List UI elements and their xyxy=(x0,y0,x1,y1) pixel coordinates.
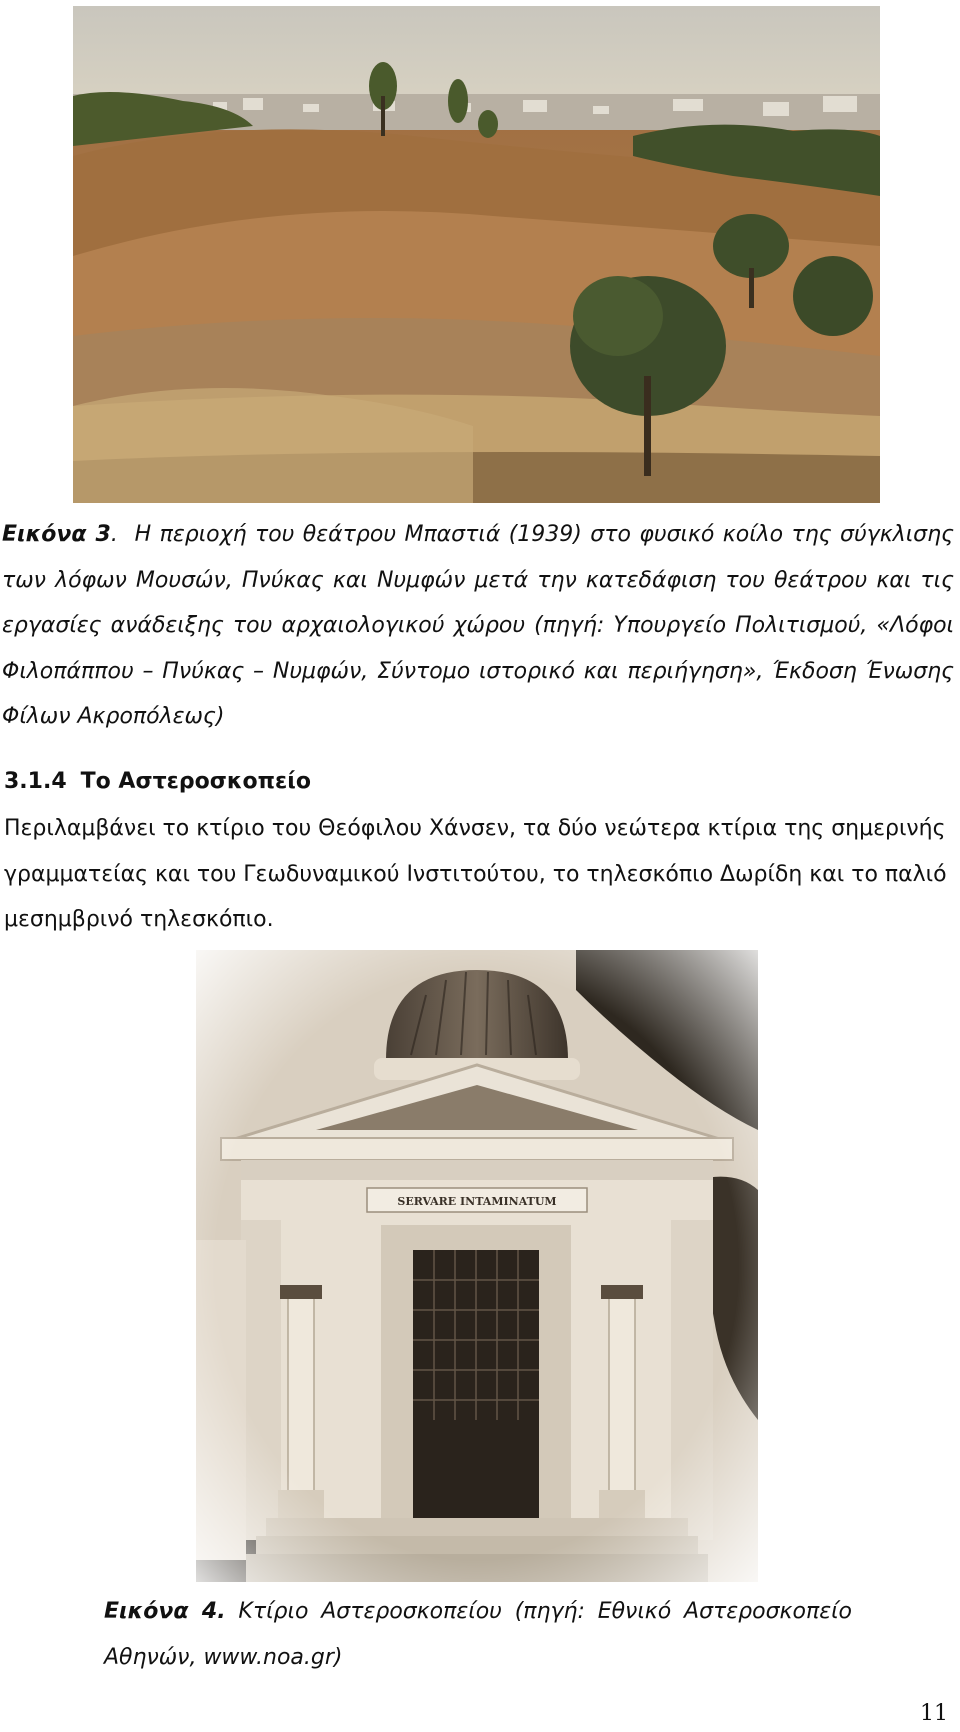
section-title: Το Αστεροσκοπείο xyxy=(80,769,311,794)
figure-3-label-dot: . xyxy=(110,522,118,547)
figure-3-caption xyxy=(2,512,954,740)
figure-4-label: Εικόνα 4. xyxy=(104,1599,226,1624)
figure-3-caption-text: Η περιοχή του θεάτρου Μπαστιά (1939) στο φυσικό κοίλο της σύγκλισης των λόφων Μουσών, Πνύκας και Νυμφών μετά την κατεδάφιση του θεάτρου και τις εργασίες ανάδειξης του αρχαιολογικού χώρου (πηγή: Υπουργείο Πολιτισμού, «Λόφοι Φιλοπάππου – Πνύκας – Νυμφών, Σύντομο ιστορικό και περιήγηση», Έκδοση Ένωσης Φίλων Ακροπόλεως) xyxy=(2,522,954,729)
figure-4-caption-text: Κτίριο Αστεροσκοπείου (πηγή: Εθνικό Αστεροσκοπείο Αθηνών, www.noa.gr) xyxy=(104,1599,852,1670)
figure-4-caption xyxy=(104,1589,852,1680)
section-paragraph: Περιλαμβάνει το κτίριο του Θεόφιλου Χάνσεν, τα δύο νεώτερα κτίρια της σημερινής γραμματείας και του Γεωδυναμικού Ινστιτούτου, το τηλεσκόπιο Δωρίδη και το παλιό μεσημβρινό τηλεσκόπιο. xyxy=(4,816,947,932)
figure-3-label: Εικόνα 3 xyxy=(2,522,111,547)
photo-observatory-building xyxy=(196,950,758,1582)
page-number: 11 xyxy=(920,1701,948,1726)
section-heading xyxy=(4,765,311,799)
photo-theatre-hills xyxy=(73,6,880,503)
section-number: 3.1.4 xyxy=(4,769,67,794)
